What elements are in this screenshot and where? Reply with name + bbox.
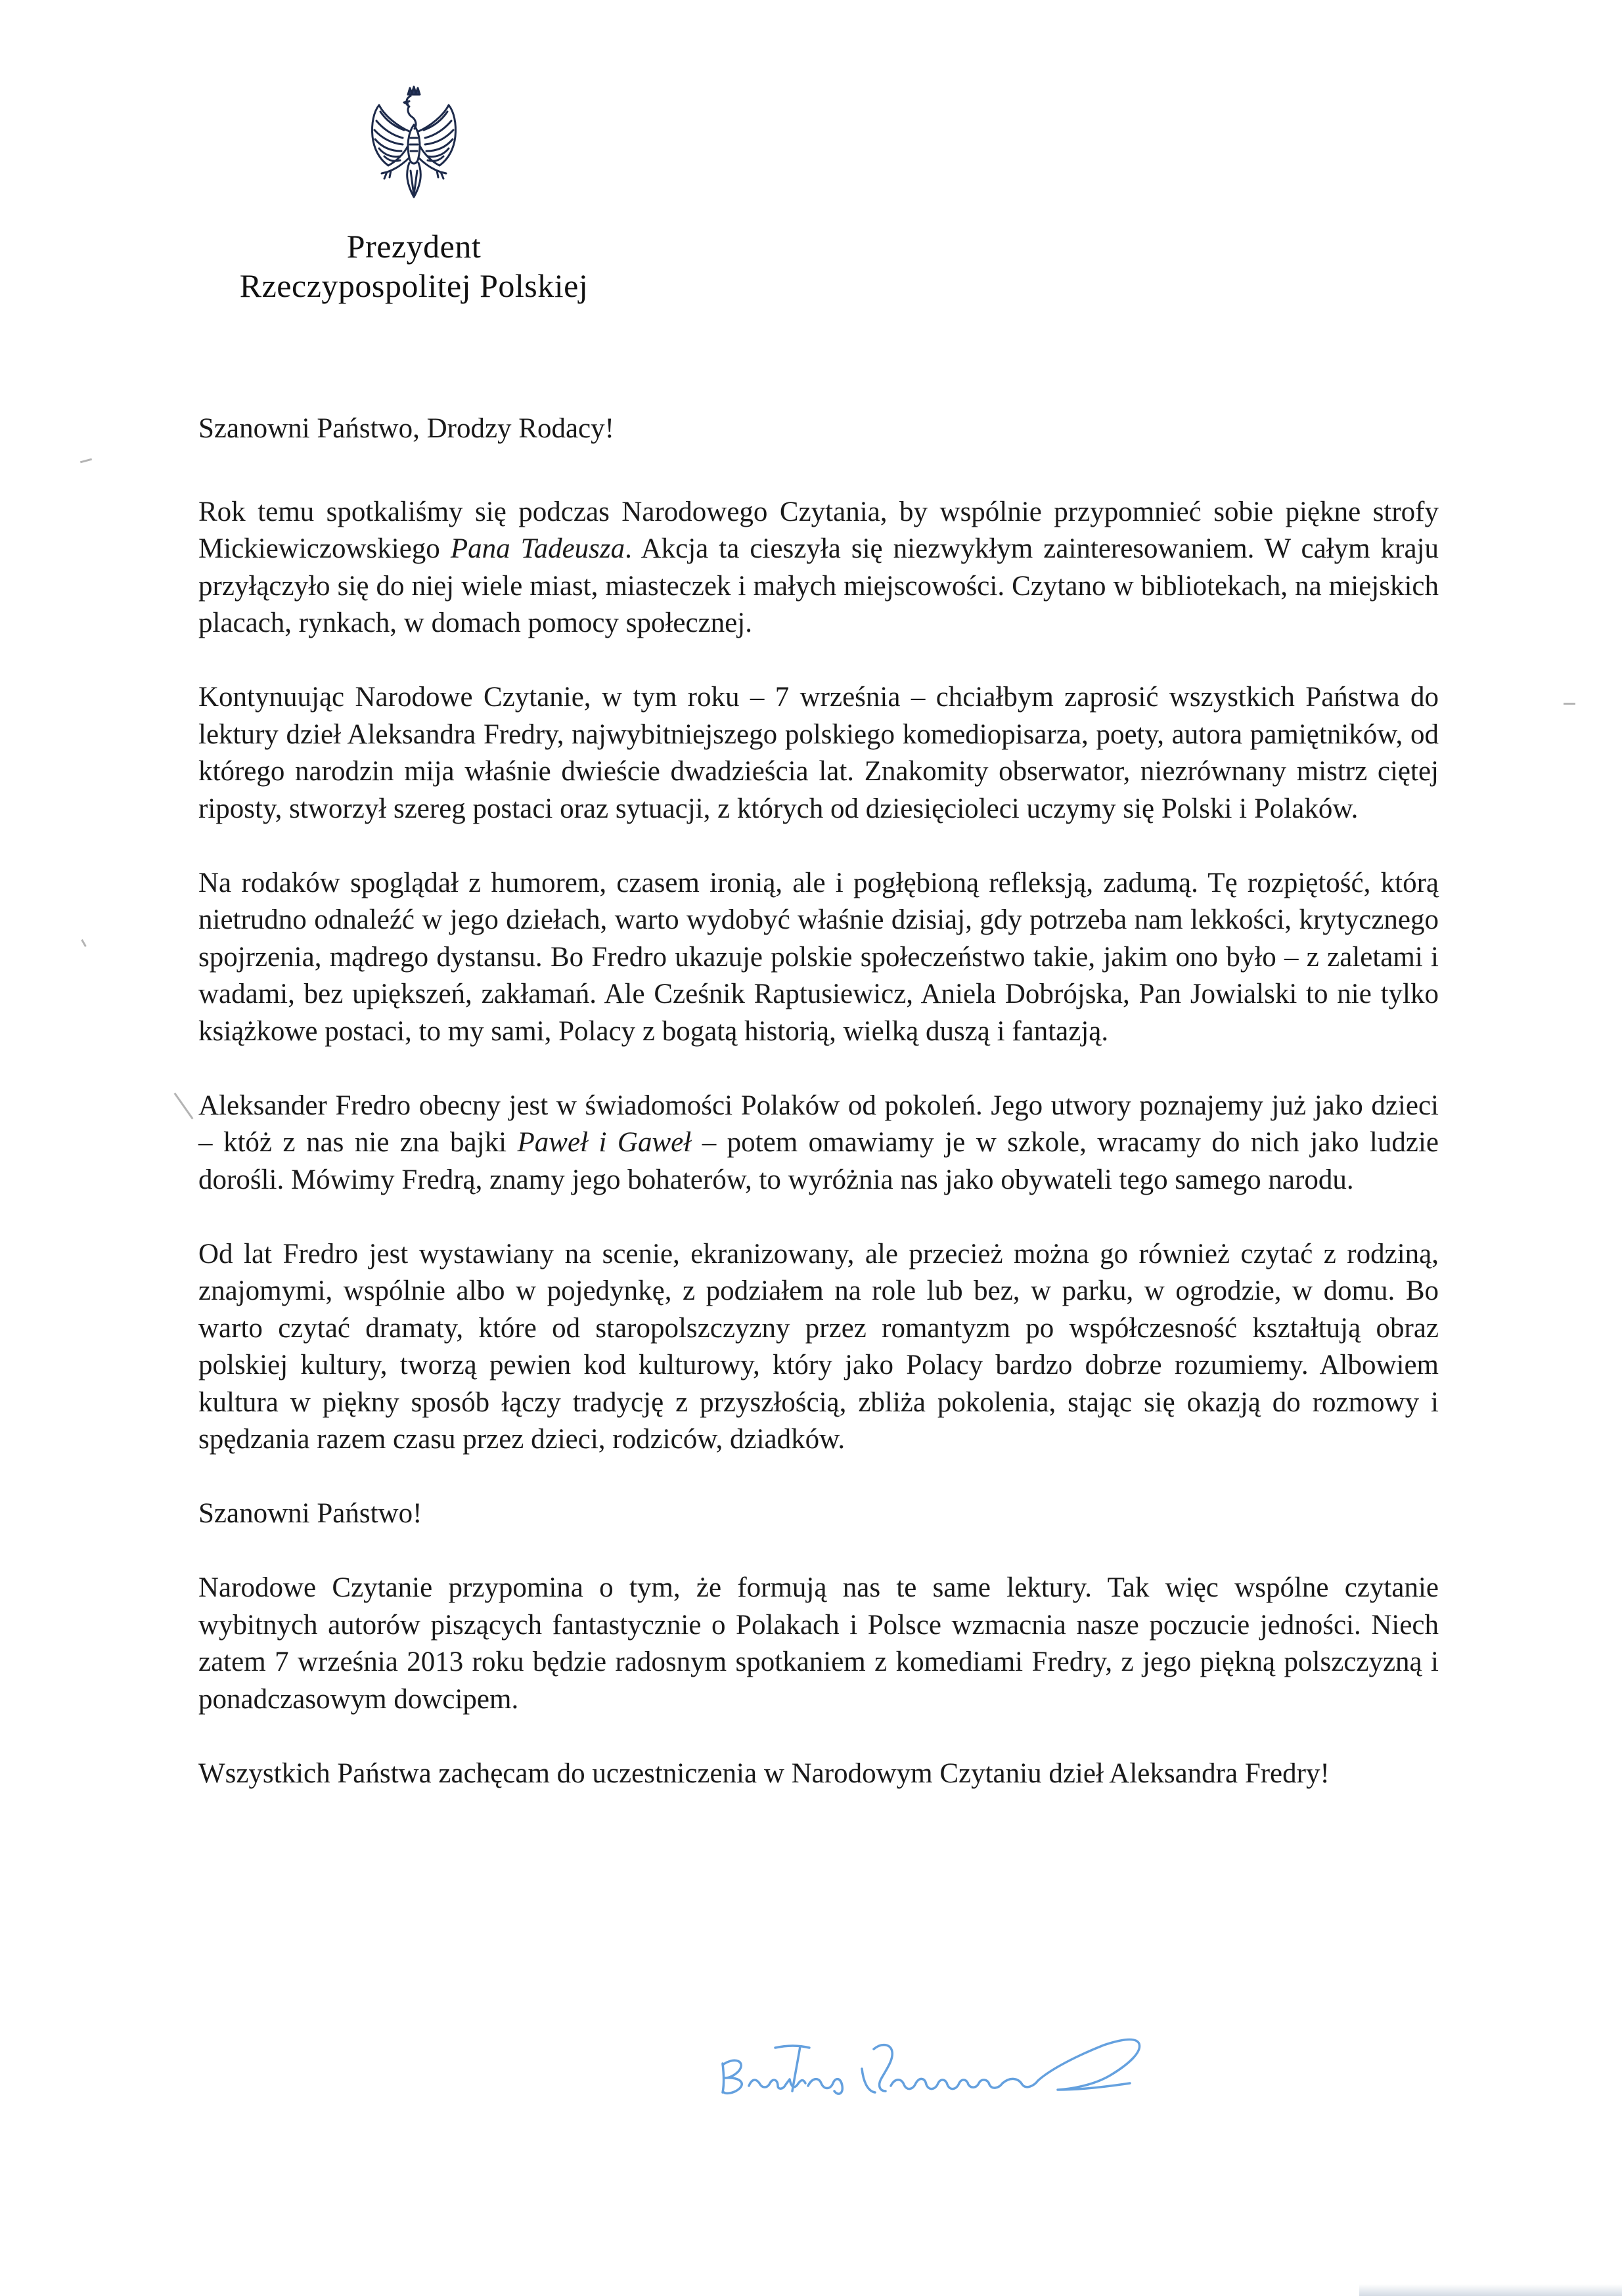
book-title-pawel-i-gawel: Paweł i Gaweł xyxy=(517,1127,692,1158)
paragraph-4-text-b: – potem omawiamy je w szkole, wracamy do nich jako ludzie dorośli. Mówimy Fredrą, znamy jego bohaterów, to wyróżnia nas jako obywateli tego samego narodu. xyxy=(198,1127,1439,1195)
margin-mark xyxy=(1564,703,1575,705)
paragraph-5: Od lat Fredro jest wystawiany na scenie, ekranizowany, ale przecież można go również czytać z rodziną, znajomymi, wspólnie albo w pojedynkę, z podziałem na role lub bez, w parku, w ogrodzie, w domu. Bo warto czytać dramaty, które od staropolszczyzny przez romantyzm po współczesność kształtują obraz polskiej kultury, tworzą pewien kod kulturowy, który jako Polacy bardzo dobrze rozumiemy. Albowiem kultura w piękny sposób łączy tradycję z przyszłością, zbliża pokolenia, stając się okazją do rozmowy i spędzania razem czasu przez dzieci, rodziców, dziadków. xyxy=(198,1238,1439,1455)
margin-mark xyxy=(81,939,87,947)
polish-eagle-emblem-icon xyxy=(365,85,463,200)
paragraph-4-text-a: Aleksander Fredro obecny jest w świadomości Polaków od pokoleń. Jego utwory poznajemy już jako dzieci – któż z nas nie zna bajki xyxy=(198,1090,1439,1158)
letterhead-title xyxy=(184,227,644,305)
paragraph-3: Na rodaków spoglądał z humorem, czasem ironią, ale i pogłębioną refleksją, zadumą. Tę rozpiętość, którą nietrudno odnaleźć w jego dziełach, warto wydobyć właśnie dzisiaj, gdy potrzeba nam lekkości, krytycznego spojrzenia, mądrego dystansu. Bo Fredro ukazuje polskie społeczeństwo takie, jakim ono było – z zaletami i wadami, bez upiększeń, zakłamań. Ale Cześnik Raptusiewicz, Aniela Dobrójska, Pan Jowialski to nie tylko książkowe postaci, to my sami, Polacy z bogatą historią, wielką duszą i fantazją. xyxy=(198,867,1439,1047)
closing-paragraph: Narodowe Czytanie przypomina o tym, że formują nas te same lektury. Tak więc wspólne czytanie wybitnych autorów piszących fantastycznie o Polakach i Polsce wzmacnia nasze poczucie jedności. Niech zatem 7 września 2013 roku będzie radosnym spotkaniem z komediami Fredry, z jego piękną polszczyzną i ponadczasowym dowcipem. xyxy=(198,1572,1439,1715)
letter-body xyxy=(198,410,1439,1830)
handwritten-signature-icon xyxy=(710,2023,1399,2108)
margin-mark xyxy=(174,1092,194,1119)
paragraph-1-text-a: Rok temu spotkaliśmy się podczas Narodowego Czytania, by wspólnie przypomnieć sobie piękne strofy Mickiewiczowskiego xyxy=(198,496,1439,564)
salutation: Szanowni Państwo, Drodzy Rodacy! xyxy=(198,413,614,444)
letterhead xyxy=(184,85,644,305)
second-salutation: Szanowni Państwo! xyxy=(198,1498,422,1529)
letterhead-title-line1: Prezydent xyxy=(346,228,482,265)
margin-mark xyxy=(80,458,92,464)
paragraph-1-text-b: . Akcja ta cieszyła się niezwykłym zainteresowaniem. W całym kraju przyłączyło się do niej wiele miast, miasteczek i małych miejscowości. Czytano w bibliotekach, na miejskich placach, rynkach, w domach pomocy społecznej. xyxy=(198,533,1439,638)
book-title-pan-tadeusz: Pana Tadeusza xyxy=(450,533,625,564)
final-paragraph: Wszystkich Państwa zachęcam do uczestniczenia w Narodowym Czytaniu dzieł Aleksandra Fredry! xyxy=(198,1757,1330,1789)
paragraph-4 xyxy=(198,1088,1439,1199)
letterhead-title-line2: Rzeczypospolitej Polskiej xyxy=(239,267,589,304)
paragraph-2: Kontynuując Narodowe Czytanie, w tym roku – 7 września – chciałbym zaprosić wszystkich Państwa do lektury dzieł Aleksandra Fredry, najwybitniejszego polskiego komediopisarza, poety, autora pamiętników, od którego narodzin mija właśnie dwieście dwadzieścia lat. Znakomity obserwator, niezrównany mistrz ciętej riposty, stworzył szereg postaci oraz sytuacji, z których od dziesięcioleci uczymy się Polski i Polaków. xyxy=(198,682,1439,824)
scan-edge-shadow xyxy=(1359,2284,1622,2296)
paragraph-1 xyxy=(198,494,1439,642)
